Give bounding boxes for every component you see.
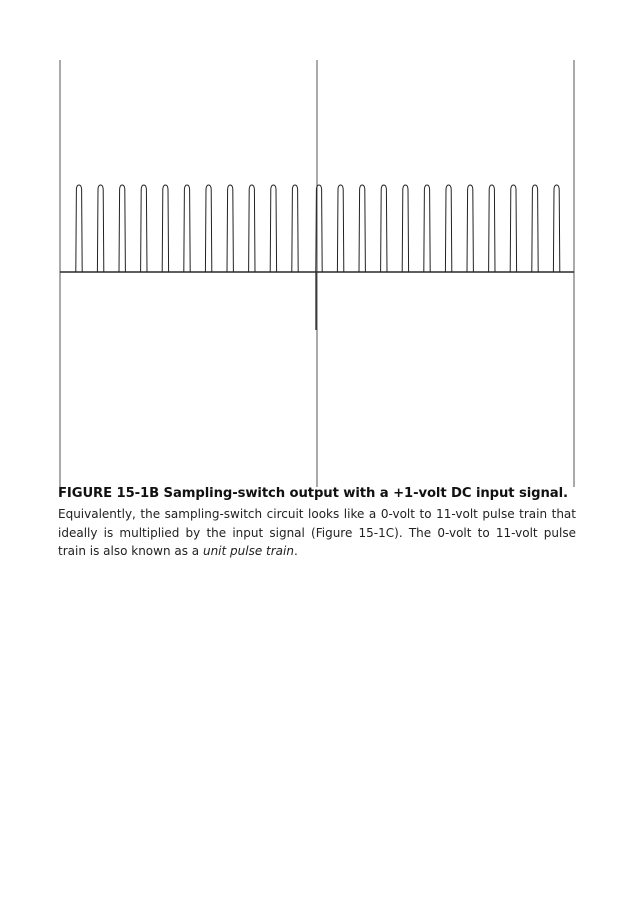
pulse-17 [424, 185, 430, 272]
pulse-22 [532, 185, 538, 272]
pulse-18 [445, 185, 451, 272]
body-paragraph [58, 505, 576, 561]
pulse-1 [76, 185, 82, 272]
pulse-8 [227, 185, 233, 272]
pulse-13 [337, 185, 343, 272]
pulse-21 [510, 185, 516, 272]
paragraph-text: Equivalently, the sampling-switch circuit looks like a 0-volt to 11-volt pulse train that ideally is multiplied by the input signal (Figure 15-1C). The 0-volt to 11-volt pulse train is also known as a [58, 507, 576, 558]
pulse-9 [249, 185, 255, 272]
pulse-15 [381, 185, 387, 272]
paragraph-end: . [293, 544, 298, 558]
pulse-6 [184, 185, 190, 272]
pulse-10 [270, 185, 276, 272]
pulse-11 [292, 185, 298, 272]
pulse-2 [97, 185, 103, 272]
pulse-train [76, 185, 560, 272]
pulse-14 [359, 185, 365, 272]
pulse-5 [162, 185, 168, 272]
pulse-16 [402, 185, 408, 272]
pulse-23 [553, 185, 559, 272]
pulse-4 [141, 185, 147, 272]
figure-caption: FIGURE 15-1B Sampling-switch output with a +1-volt DC input signal. [58, 486, 568, 501]
pulse-19 [467, 185, 473, 272]
pulse-7 [205, 185, 211, 272]
emphasized-term: unit pulse train [202, 544, 294, 558]
pulse-3 [119, 185, 125, 272]
pulse-20 [489, 185, 495, 272]
